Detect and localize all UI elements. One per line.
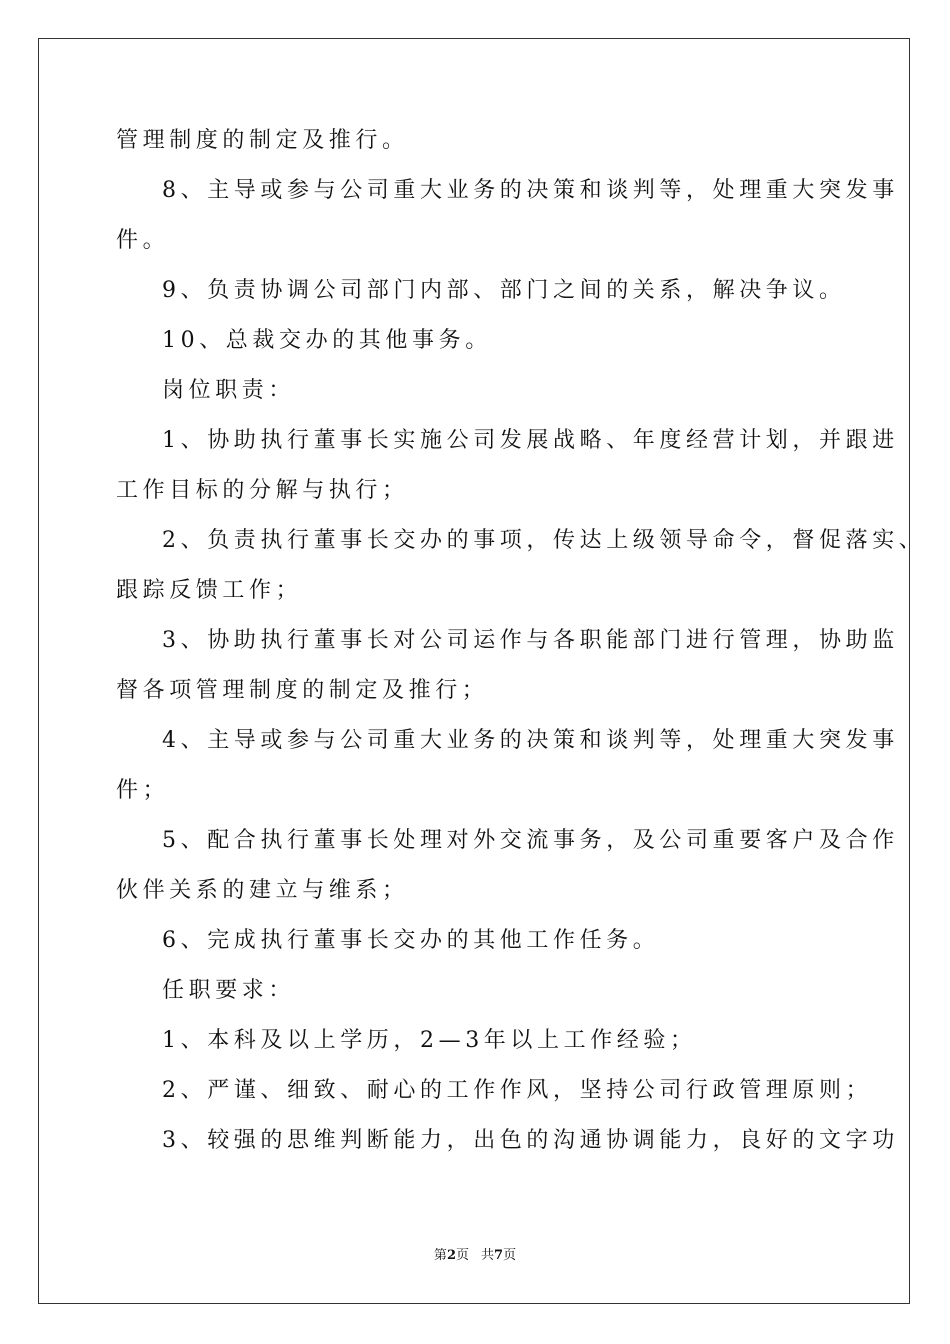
page-prefix: 第 xyxy=(433,1248,447,1263)
section-heading: 岗位职责： xyxy=(162,378,296,403)
page-number: 2 xyxy=(446,1248,456,1263)
total-pages: 7 xyxy=(494,1248,504,1263)
text-line: 2、负责执行董事长交办的事项，传达上级领导命令，督促落实、 xyxy=(162,528,926,553)
text-line: 8、主导或参与公司重大业务的决策和谈判等，处理重大突发事 xyxy=(162,178,899,203)
text-line: 件； xyxy=(116,778,170,803)
text-line: 10、总裁交办的其他事务。 xyxy=(162,328,492,353)
total-prefix: 共 xyxy=(481,1248,495,1263)
text-line: 3、协助执行董事长对公司运作与各职能部门进行管理，协助监 xyxy=(162,628,899,653)
text-line: 2、严谨、细致、耐心的工作作风，坚持公司行政管理原则； xyxy=(162,1078,873,1103)
text-line: 伙伴关系的建立与维系； xyxy=(116,878,409,903)
section-heading: 任职要求： xyxy=(162,978,296,1003)
text-line: 跟踪反馈工作； xyxy=(116,578,303,603)
text-line: 3、较强的思维判断能力，出色的沟通协调能力，良好的文字功 xyxy=(162,1128,899,1153)
text-line: 督各项管理制度的制定及推行； xyxy=(116,678,489,703)
text-line: 1、协助执行董事长实施公司发展战略、年度经营计划，并跟进 xyxy=(162,428,899,453)
text-line: 6、完成执行董事长交办的其他工作任务。 xyxy=(162,928,660,953)
text-line: 9、负责协调公司部门内部、部门之间的关系，解决争议。 xyxy=(162,278,846,303)
text-line: 4、主导或参与公司重大业务的决策和谈判等，处理重大突发事 xyxy=(162,728,899,753)
text-line: 1、本科及以上学历，2—3年以上工作经验； xyxy=(162,1028,697,1053)
text-line: 5、配合执行董事长处理对外交流事务，及公司重要客户及合作 xyxy=(162,828,899,853)
text-line: 工作目标的分解与执行； xyxy=(116,478,409,503)
total-suffix: 页 xyxy=(503,1248,517,1263)
text-line: 管理制度的制定及推行。 xyxy=(116,128,409,153)
page-footer xyxy=(0,1247,950,1265)
text-line: 件。 xyxy=(116,228,170,253)
page-suffix: 页 xyxy=(455,1248,469,1263)
